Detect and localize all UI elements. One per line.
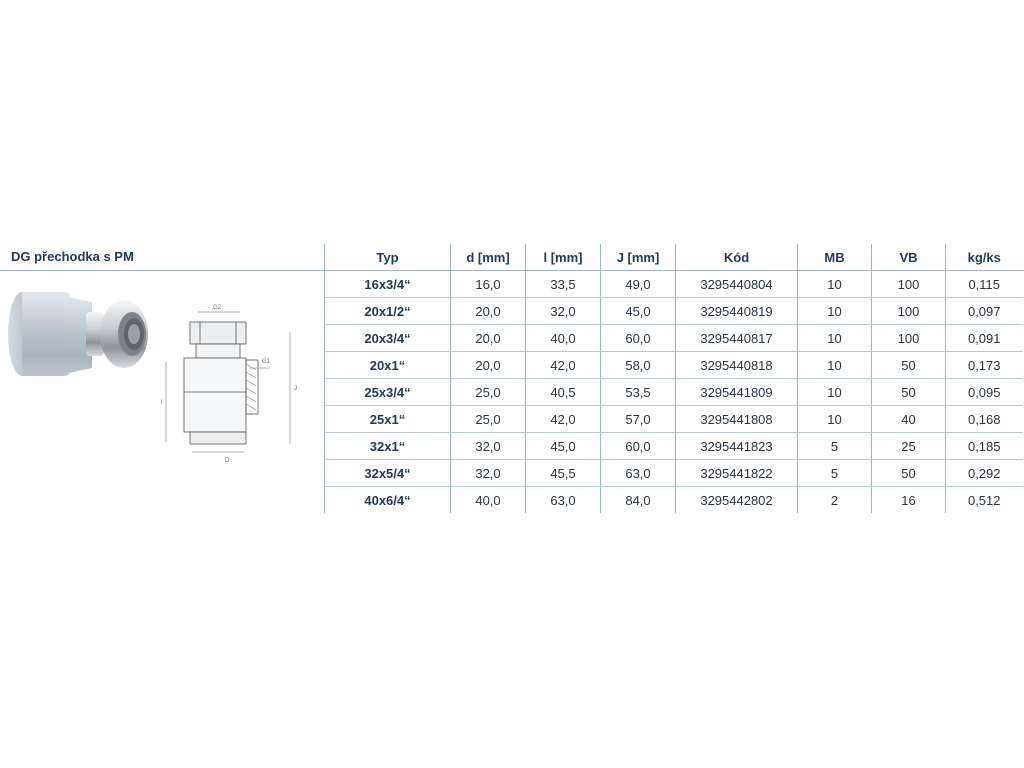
table-cell: 0,512 [946,487,1023,514]
col-header: kg/ks [946,244,1023,271]
table-cell: 3295440818 [676,352,798,379]
table-cell: 57,0 [601,406,676,433]
table-cell: 33,5 [526,271,601,298]
cell-typ: 20x1“ [325,352,451,379]
table-cell: 0,173 [946,352,1023,379]
table-cell: 50 [872,460,946,487]
label-d: D [225,458,230,464]
table-cell: 25,0 [451,406,526,433]
col-header: Typ [325,244,451,271]
table-cell: 60,0 [601,325,676,352]
table-row [325,352,1023,379]
cell-typ: 32x5/4“ [325,460,451,487]
table-cell: 0,091 [946,325,1023,352]
table-cell: 3295441809 [676,379,798,406]
table-cell: 3295441822 [676,460,798,487]
table-cell: 100 [872,298,946,325]
table-cell: 50 [872,379,946,406]
table-cell: 16,0 [451,271,526,298]
table-cell: 25,0 [451,379,526,406]
col-header: MB [798,244,872,271]
table-cell: 0,115 [946,271,1023,298]
col-header: VB [872,244,946,271]
table-row [325,487,1023,514]
hex-nut [100,300,148,368]
technical-drawing [166,312,290,452]
product-svg [0,272,324,518]
table-row [325,406,1023,433]
cell-typ: 16x3/4“ [325,271,451,298]
cell-typ: 20x1/2“ [325,298,451,325]
table-cell: 10 [798,406,872,433]
table-cell: 60,0 [601,433,676,460]
table-cell: 40,5 [526,379,601,406]
table-row [325,460,1023,487]
table-body [325,271,1023,514]
table-cell: 100 [872,325,946,352]
table-cell: 45,0 [601,298,676,325]
table-cell: 32,0 [526,298,601,325]
table-cell: 0,095 [946,379,1023,406]
product-title: DG přechodka s PM [11,249,134,264]
label-g2: G2 [213,305,222,311]
label-j: J [294,386,297,392]
spec-table [324,244,1023,513]
table-cell: 42,0 [526,352,601,379]
label-l: l [161,400,163,406]
table-cell: 20,0 [451,352,526,379]
cell-typ: 32x1“ [325,433,451,460]
table-cell: 100 [872,271,946,298]
table-cell: 16 [872,487,946,514]
table-row [325,325,1023,352]
table-cell: 5 [798,433,872,460]
col-header: d [mm] [451,244,526,271]
table-cell: 40,0 [451,487,526,514]
table-cell: 5 [798,460,872,487]
table-cell: 25 [872,433,946,460]
label-g1: G1 [262,359,271,365]
table-cell: 40,0 [526,325,601,352]
table-cell: 10 [798,271,872,298]
table-cell: 10 [798,298,872,325]
table-cell: 63,0 [526,487,601,514]
table-cell: 0,185 [946,433,1023,460]
table-cell: 20,0 [451,298,526,325]
table-cell: 3295442802 [676,487,798,514]
table-cell: 0,168 [946,406,1023,433]
table-cell: 50 [872,352,946,379]
table-cell: 10 [798,325,872,352]
table-cell: 10 [798,379,872,406]
cell-typ: 20x3/4“ [325,325,451,352]
table-cell: 84,0 [601,487,676,514]
col-header: Kód [676,244,798,271]
product-illustration [0,272,324,518]
col-header: l [mm] [526,244,601,271]
table-cell: 0,097 [946,298,1023,325]
table-cell: 2 [798,487,872,514]
table-cell: 0,292 [946,460,1023,487]
table-cell: 20,0 [451,325,526,352]
table-cell: 42,0 [526,406,601,433]
table-cell: 3295441808 [676,406,798,433]
fitting-photo [8,292,148,376]
cell-typ: 25x1“ [325,406,451,433]
table-cell: 63,0 [601,460,676,487]
col-header: J [mm] [601,244,676,271]
table-cell: 10 [798,352,872,379]
cell-typ: 40x6/4“ [325,487,451,514]
table-cell: 53,5 [601,379,676,406]
table-cell: 3295440819 [676,298,798,325]
table-row [325,379,1023,406]
table-cell: 3295440804 [676,271,798,298]
table-row [325,271,1023,298]
table-cell: 3295441823 [676,433,798,460]
table-cell: 32,0 [451,460,526,487]
table-cell: 3295440817 [676,325,798,352]
table-cell: 45,5 [526,460,601,487]
table-cell: 40 [872,406,946,433]
table-row [325,298,1023,325]
cell-typ: 25x3/4“ [325,379,451,406]
table-cell: 58,0 [601,352,676,379]
table-header-row [325,244,1023,271]
table-row [325,433,1023,460]
table-cell: 49,0 [601,271,676,298]
table-cell: 45,0 [526,433,601,460]
table-cell: 32,0 [451,433,526,460]
